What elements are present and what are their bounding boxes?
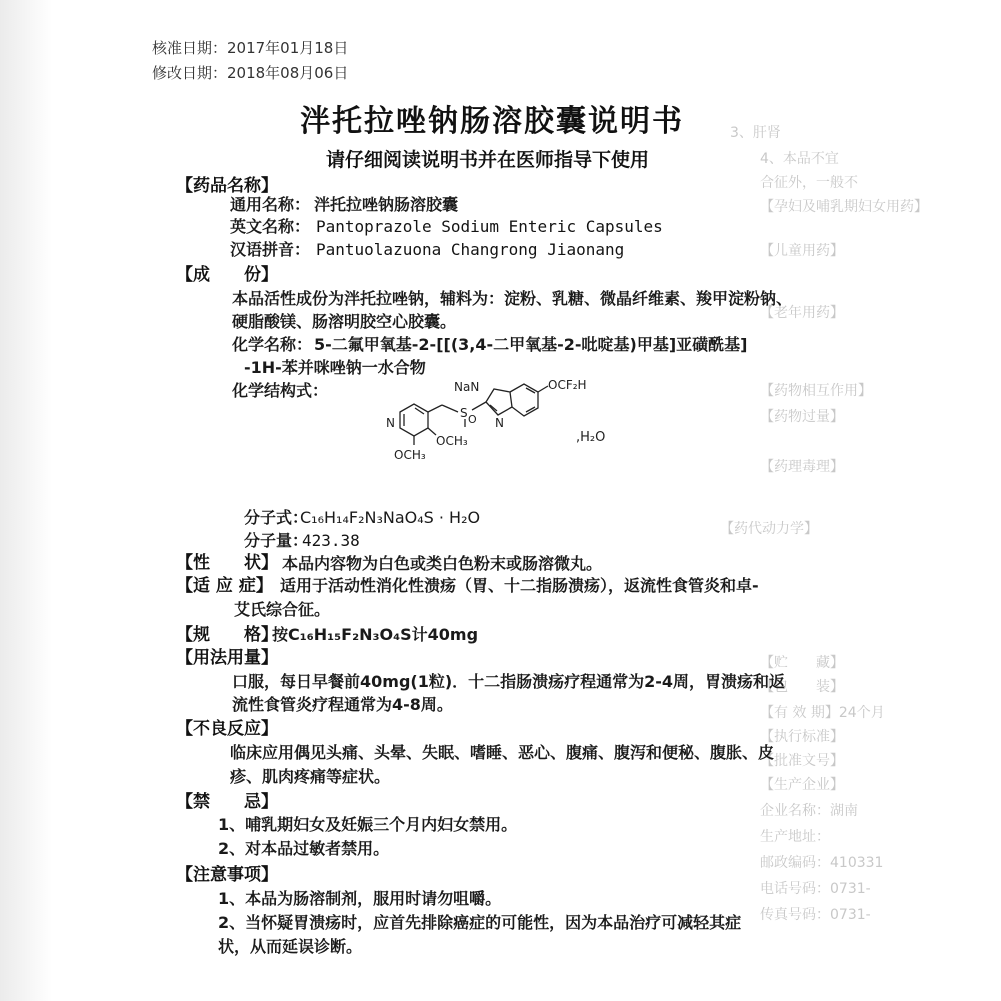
indications-line-2: 艾氏综合征。 [234, 600, 331, 619]
contraindication-item-1: 1、哺乳期妇女及妊娠三个月内妇女禁用。 [218, 815, 518, 834]
indications-line-1: 适用于活动性消化性溃疡（胃、十二指肠溃疡），返流性食管炎和卓- [280, 576, 759, 595]
dosage-line-2: 流性食管炎疗程通常为4-8周。 [232, 695, 453, 714]
ingredients-line-2: 硬脂酸镁、肠溶明胶空心胶囊。 [232, 312, 457, 331]
pinyin-label: 汉语拼音： [230, 240, 311, 259]
bleed-through-text: 【孕妇及哺乳期妇女用药】 [760, 199, 928, 215]
sodium-nitrogen-label: NaN [454, 380, 480, 394]
section-heading-precautions: 【注意事项】 [176, 865, 278, 885]
generic-name-label: 通用名称： [230, 195, 311, 214]
chemical-name-value-1: 5-二氟甲氧基-2-[[(3,4-二甲氧基-2-吡啶基)甲基]亚磺酰基] [314, 335, 748, 354]
bleed-through-text: 【生产企业】 [760, 777, 844, 793]
bleed-through-text: 【老年用药】 [760, 305, 844, 321]
pyridine-n-label: N [386, 416, 395, 430]
bleed-through-text: 【药理毒理】 [760, 459, 844, 475]
section-heading-specification: 【规 格】 [176, 625, 278, 645]
formula-label: 分子式： [244, 508, 309, 527]
dosage-line-1: 口服，每日早餐前40mg(1粒)．十二指肠溃疡疗程通常为2-4周，胃溃疡和返 [232, 672, 786, 691]
bleed-through-text: 3、肝肾 [730, 125, 781, 141]
bleed-through-text: 合征外，一般不 [760, 175, 858, 191]
precaution-item-2-line-1: 2、当怀疑胃溃疡时，应首先排除癌症的可能性，因为本品治疗可减轻其症 [218, 913, 742, 932]
english-name-value: Pantoprazole Sodium Enteric Capsules [316, 217, 663, 236]
approval-date: 核准日期：2017年01月18日 [152, 39, 349, 57]
chemical-structure-diagram [380, 365, 670, 470]
bleed-through-text: 【药物过量】 [760, 409, 844, 425]
bleed-through-text: 传真号码：0731- [760, 907, 871, 923]
bleed-through-text: 邮政编码：410331 [760, 855, 884, 871]
bleed-through-text: 生产地址： [760, 829, 830, 845]
revision-date: 修改日期：2018年08月06日 [152, 64, 349, 82]
molecular-weight-label: 分子量： [244, 531, 309, 550]
molecular-weight-value: 423.38 [302, 531, 360, 550]
generic-name-value: 泮托拉唑钠肠溶胶囊 [314, 195, 459, 214]
ocf2h-label: OCF₂H [548, 378, 587, 392]
section-heading-properties: 【性 状】 [176, 553, 278, 573]
section-heading-contraindications: 【禁 忌】 [176, 792, 278, 812]
bleed-through-text: 电话号码：0731- [760, 881, 871, 897]
sulfur-label: S [460, 406, 468, 420]
specification-text: 按C₁₆H₁₅F₂N₃O₄S计40mg [272, 625, 479, 644]
section-heading-ingredients: 【成 份】 [176, 265, 278, 285]
bleed-through-text: 【有 效 期】24个月 [760, 705, 885, 721]
ingredients-line-1: 本品活性成份为泮托拉唑钠，辅料为：淀粉、乳糖、微晶纤维素、羧甲淀粉钠、 [232, 289, 793, 308]
pinyin-value: Pantuolazuona Changrong Jiaonang [316, 240, 625, 259]
contraindication-item-2: 2、对本品过敏者禁用。 [218, 839, 390, 858]
bleed-through-text: 【贮 藏】 [760, 655, 844, 671]
bleed-through-text: 【药代动力学】 [720, 521, 818, 537]
oxygen-label: O [468, 413, 477, 426]
methoxy-label-a: OCH₃ [436, 434, 468, 448]
formula-value: C₁₆H₁₄F₂N₃NaO₄S · H₂O [300, 508, 481, 527]
imidazole-n-label: N [495, 416, 504, 430]
bleed-through-text: 【执行标准】 [760, 729, 844, 745]
chemical-name-label: 化学名称： [232, 335, 313, 354]
bleed-through-text: 【批准文号】 [760, 753, 844, 769]
section-heading-drug-name: 【药品名称】 [176, 176, 278, 196]
document-subtitle: 请仔细阅读说明书并在医师指导下使用 [326, 149, 650, 171]
structure-label: 化学结构式： [232, 381, 329, 400]
precaution-item-1: 1、本品为肠溶制剂，服用时请勿咀嚼。 [218, 889, 502, 908]
bleed-through-text: 企业名称：湖南 [760, 803, 858, 819]
chemical-name-value-2: -1H-苯并咪唑钠一水合物 [244, 358, 426, 377]
adverse-line-2: 疹、肌肉疼痛等症状。 [230, 767, 391, 786]
methoxy-label-b: OCH₃ [394, 448, 426, 462]
bleed-through-text: 【儿童用药】 [760, 243, 844, 259]
adverse-line-1: 临床应用偶见头痛、头晕、失眠、嗜睡、恶心、腹痛、腹泻和便秘、腹胀、皮 [230, 743, 775, 762]
water-label: ,H₂O [576, 430, 606, 445]
paper-fold-shadow [0, 0, 52, 1001]
bleed-through-text: 【药物相互作用】 [760, 383, 872, 399]
precaution-item-2-line-2: 状，从而延误诊断。 [218, 937, 363, 956]
section-heading-dosage: 【用法用量】 [176, 648, 278, 668]
english-name-label: 英文名称： [230, 217, 311, 236]
section-heading-adverse-reactions: 【不良反应】 [176, 719, 278, 739]
bleed-through-text: 4、本品不宜 [760, 151, 839, 167]
properties-text: 本品内容物为白色或类白色粉末或肠溶微丸。 [282, 554, 603, 573]
bleed-through-text: 【包 装】 [760, 679, 844, 695]
document-title: 泮托拉唑钠肠溶胶囊说明书 [300, 104, 684, 139]
section-heading-indications: 【适 应 症】 [176, 576, 273, 596]
